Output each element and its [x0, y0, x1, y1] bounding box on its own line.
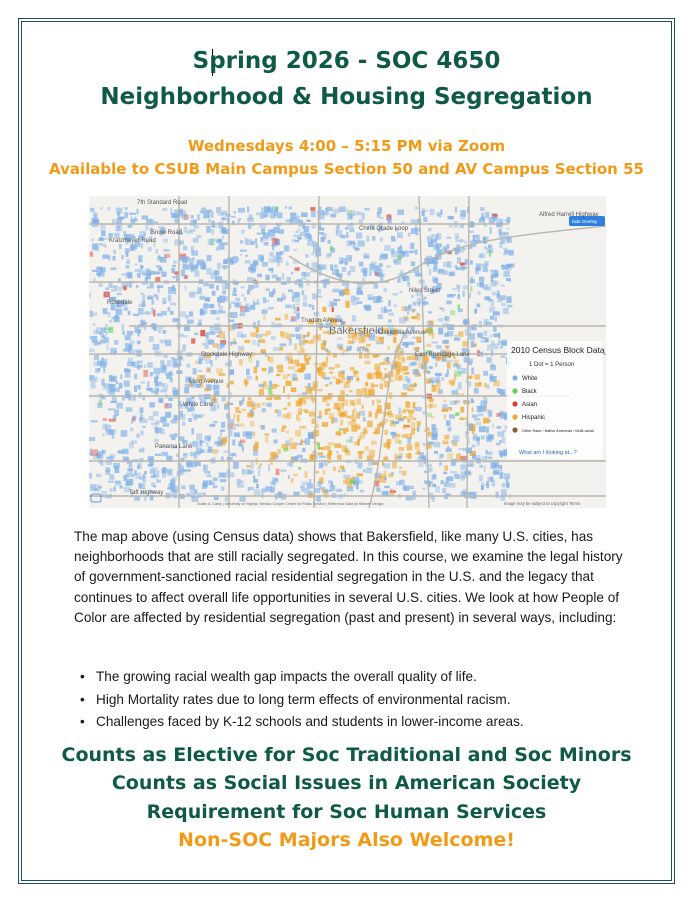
- course-description: The map above (using Census data) shows that Bakersfield, like many U.S. cities, has neighborhoods that are still racially segregated. In this course, we examine the legal history of government-sanctioned racial residential segregation in the U.S. and the legacy that continues to affect overall life opportunities in several U.S. cities. We look at how People of Color are affected by residential segregation (past and present) in several ways, including:: [74, 529, 623, 625]
- list-item: [78, 666, 638, 689]
- legend-label: Hispanic: [522, 415, 546, 421]
- road-label: Niles Street: [409, 288, 441, 294]
- road-label: Truxtun Avenue: [301, 318, 343, 324]
- road-label: Snow Road: [151, 230, 183, 236]
- road-label: China Grade Loop: [359, 226, 409, 232]
- map-canvas: [89, 196, 606, 508]
- hide-overlay-label: hide Overlay: [572, 219, 598, 224]
- availability-line: Available to CSUB Main Campus Section 50 and AV Campus Section 55: [49, 160, 644, 178]
- road-label: Alfred Harrell Highway: [539, 212, 599, 218]
- bullet-icon: •: [80, 691, 85, 707]
- impact-list: [78, 666, 638, 734]
- course-title: Spring 2026 - SOC 4650: [192, 48, 501, 74]
- road-label: Panama Lane: [155, 444, 193, 450]
- road-label: Rosedale: [107, 300, 133, 306]
- legend-subtitle: 1 Dot = 1 Person: [529, 362, 575, 368]
- welcome-note: Non-SOC Majors Also Welcome!: [178, 829, 515, 851]
- road-label: California Avenue: [379, 330, 426, 336]
- legend-title: 2010 Census Block Data: [511, 345, 605, 355]
- human-services-note: Requirement for Soc Human Services: [146, 801, 547, 823]
- road-label: East Brundage Lane: [415, 352, 470, 358]
- legend-swatch: [512, 388, 517, 393]
- road-label: Stockdale Highway: [201, 352, 253, 358]
- list-item-text: Challenges faced by K-12 schools and students in lower-income areas.: [96, 714, 524, 729]
- segregation-dot-map: [89, 196, 606, 508]
- legend-link: What am I looking at...?: [519, 450, 577, 456]
- bullet-icon: •: [80, 669, 85, 684]
- legend-label: Asian: [522, 402, 538, 408]
- schedule-line: Wednesdays 4:00 – 5:15 PM via Zoom: [187, 137, 506, 155]
- list-item: [78, 711, 638, 734]
- legend-swatch: [512, 427, 517, 432]
- list-item-text: The growing racial wealth gap impacts the overall quality of life.: [96, 669, 477, 684]
- legend-swatch: [512, 401, 517, 406]
- road-label: Ming Avenue: [189, 379, 224, 385]
- map-legend: [507, 341, 605, 459]
- road-label: Taft Highway: [129, 490, 164, 496]
- legend-label: Black: [522, 389, 537, 395]
- road-label: Kratzmeyer Road: [109, 238, 156, 244]
- list-item-text: High Mortality rates due to long term effects of environmental racism.: [96, 691, 511, 707]
- social-issues-note: Counts as Social Issues in American Society: [111, 772, 582, 794]
- map-copyright: Image may be subject to copyright Terms: [504, 501, 581, 506]
- road-label: White Lane: [183, 402, 214, 408]
- legend-label: White: [522, 376, 538, 382]
- course-subtitle: Neighborhood & Housing Segregation: [100, 84, 593, 110]
- bullet-icon: •: [80, 714, 85, 729]
- road-label: 7th Standard Road: [137, 200, 188, 206]
- city-label: Bakersfield: [329, 325, 384, 337]
- map-credit: Dustin A. Cable | University of Virginia, Weldon Cooper Center for Public Service | Reference Data by Stamen Design: [197, 502, 384, 506]
- legend-label: Other Race / Native American / Multi-racial: [522, 429, 594, 433]
- list-item: [78, 689, 638, 712]
- legend-swatch: [512, 375, 517, 380]
- elective-note: Counts as Elective for Soc Traditional and Soc Minors: [61, 744, 632, 766]
- legend-swatch: [512, 414, 517, 419]
